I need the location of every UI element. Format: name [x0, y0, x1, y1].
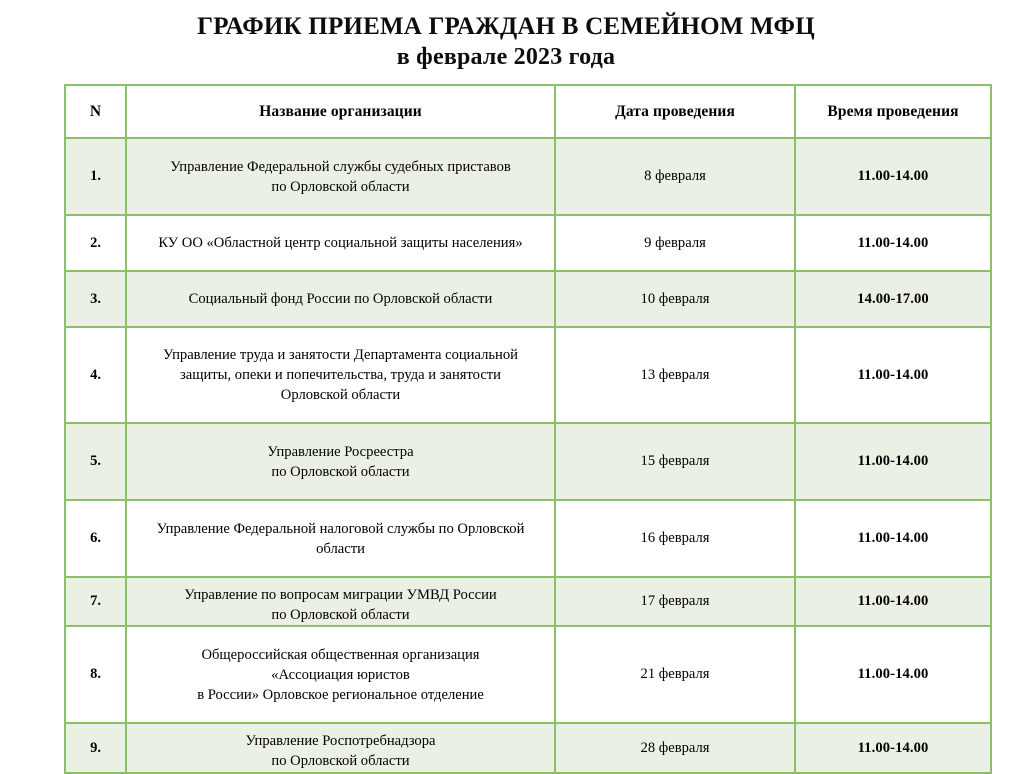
row-organization [126, 626, 555, 723]
row-number: 1. [65, 138, 126, 215]
table-row [65, 626, 991, 723]
row-number: 8. [65, 626, 126, 723]
row-date: 13 февраля [555, 327, 795, 423]
organization-line: КУ ОО «Областной центр социальной защиты населения» [158, 235, 523, 251]
row-organization [126, 577, 555, 626]
table-row [65, 577, 991, 626]
row-organization [126, 723, 555, 773]
organization-line: Управление Федеральной налоговой службы по Орловской [156, 520, 525, 537]
row-number: 6. [65, 500, 126, 577]
organization-line: по Орловской области [271, 463, 410, 480]
column-header-organization: Название организации [126, 85, 555, 138]
page-title-line-2: в феврале 2023 года [396, 44, 616, 70]
row-number: 7. [65, 577, 126, 626]
row-date: 9 февраля [555, 215, 795, 271]
organization-line: области [316, 540, 365, 557]
organization-line: Орловской области [280, 387, 401, 403]
row-number: 9. [65, 723, 126, 773]
row-date: 28 февраля [555, 723, 795, 773]
table-row [65, 271, 991, 327]
organization-line: защиты, опеки и попечительства, труда и занятости [180, 367, 501, 383]
table-row [65, 723, 991, 773]
row-organization [126, 327, 555, 423]
column-header-number: N [65, 85, 126, 138]
organization-line: Управление труда и занятости Департамента социальной [163, 347, 518, 363]
table-row [65, 327, 991, 423]
organization-line: по Орловской области [271, 178, 410, 195]
row-time: 14.00-17.00 [795, 271, 991, 327]
organization-line: по Орловской области [271, 607, 410, 623]
column-header-time: Время проведения [795, 85, 991, 138]
row-organization [126, 500, 555, 577]
row-organization [126, 271, 555, 327]
row-time: 11.00-14.00 [795, 138, 991, 215]
row-number: 3. [65, 271, 126, 327]
table-row [65, 500, 991, 577]
row-date: 10 февраля [555, 271, 795, 327]
row-date: 17 февраля [555, 577, 795, 626]
organization-line: Управление Росреестра [267, 443, 414, 460]
column-header-date: Дата проведения [555, 85, 795, 138]
row-time: 11.00-14.00 [795, 626, 991, 723]
organization-line: «Ассоциация юристов [271, 666, 410, 683]
row-number: 2. [65, 215, 126, 271]
row-time: 11.00-14.00 [795, 500, 991, 577]
row-time: 11.00-14.00 [795, 577, 991, 626]
row-date: 15 февраля [555, 423, 795, 500]
organization-line: Управление по вопросам миграции УМВД России [184, 587, 497, 603]
organization-line: Общероссийская общественная организация [201, 646, 480, 663]
row-number: 4. [65, 327, 126, 423]
table-header-row [65, 85, 991, 138]
row-organization [126, 138, 555, 215]
row-date: 8 февраля [555, 138, 795, 215]
document-title [0, 0, 1012, 73]
table-row [65, 138, 991, 215]
table-body [65, 138, 991, 773]
table-row [65, 423, 991, 500]
row-time: 11.00-14.00 [795, 423, 991, 500]
page-title-line-1: ГРАФИК ПРИЕМА ГРАЖДАН В СЕМЕЙНОМ МФЦ [197, 13, 815, 40]
row-time: 11.00-14.00 [795, 327, 991, 423]
schedule-table-container [64, 84, 990, 774]
row-date: 21 февраля [555, 626, 795, 723]
table-header [65, 85, 991, 138]
organization-line: в России» Орловское региональное отделение [197, 686, 484, 703]
organization-line: Управление Федеральной службы судебных приставов [170, 158, 511, 175]
table-row [65, 215, 991, 271]
row-date: 16 февраля [555, 500, 795, 577]
row-organization [126, 423, 555, 500]
organization-line: Управление Роспотребнадзора [245, 733, 436, 749]
row-time: 11.00-14.00 [795, 215, 991, 271]
row-number: 5. [65, 423, 126, 500]
row-organization [126, 215, 555, 271]
organization-line: Социальный фонд России по Орловской области [188, 291, 493, 307]
organization-line: по Орловской области [271, 753, 410, 769]
row-time: 11.00-14.00 [795, 723, 991, 773]
schedule-table [64, 84, 992, 774]
